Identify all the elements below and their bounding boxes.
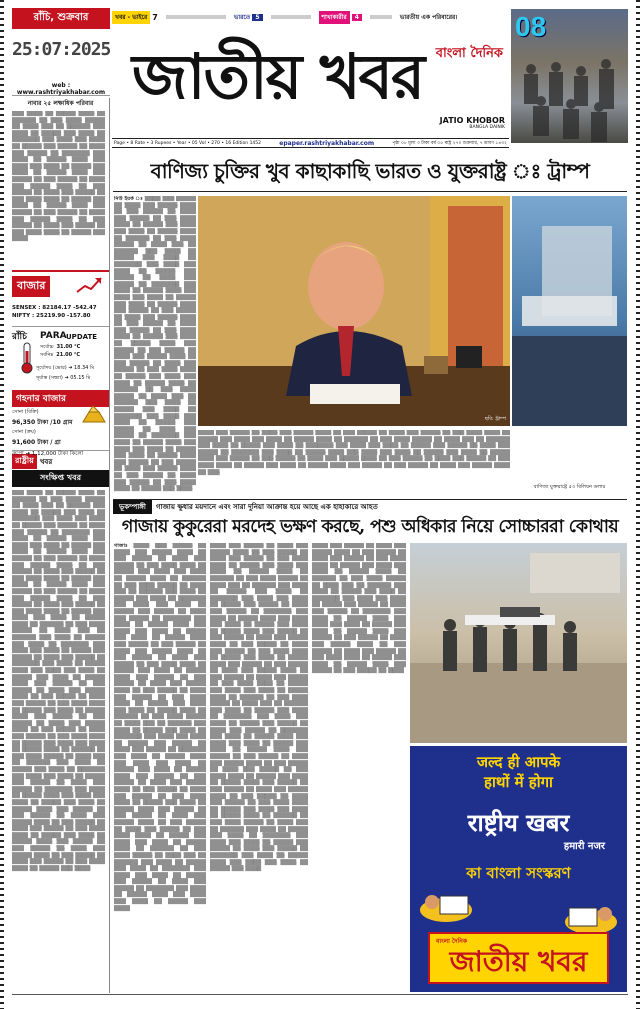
bottom-rule [12, 994, 628, 995]
weather-min-row: সর্বনিম্ন 21.00 °C [40, 352, 80, 358]
section-tag: ভূকম্পাঙ্গী [113, 500, 152, 514]
second-text-col3: ▒▒▒▒ ▒▒▒ ▒▒▒▒▒ ▒▒ ▒▒▒▒ ▒▒▒ ▒▒▒▒▒ ▒▒▒▒ ▒▒ ▒▒▒ ▒▒▒▒▒ ▒▒ ▒▒▒▒ ▒▒▒ ▒▒▒▒▒ ▒▒ ▒▒▒ ▒▒▒▒ ▒▒▒▒ ▒▒ ▒▒▒▒▒ ▒▒▒ ▒▒▒▒ ▒▒▒ ▒▒▒▒ ▒▒ ▒▒▒▒▒ ▒▒▒▒ ▒▒ ▒▒▒▒▒▒ ▒▒ ▒▒▒ ▒▒▒▒ ▒▒▒▒▒ ▒▒ ▒▒▒▒ ▒▒▒ ▒▒ ▒▒▒▒▒▒ ▒▒▒ ▒▒▒▒ ▒▒ ▒▒▒▒▒ ▒▒▒ ▒▒▒▒ ▒▒ ▒▒▒▒▒▒▒ ▒▒▒ ▒▒▒▒ ▒▒▒ ▒▒▒▒ ▒▒ ▒▒▒▒▒ ▒▒▒ ▒▒▒▒▒ ▒▒ ▒▒▒▒ ▒▒▒ ▒▒▒▒▒ ▒▒ ▒▒▒▒▒▒▒ ▒▒▒ ▒▒▒▒ ▒▒ ▒▒▒▒▒ ▒▒▒▒ ▒▒▒ ▒▒▒▒ ▒▒▒ ▒▒▒▒ ▒▒ ▒▒▒▒▒ ▒▒▒ ▒▒▒▒ ▒▒ ▒▒▒▒▒ ▒▒▒▒ ▒▒▒ ▒▒▒▒▒ ▒▒ ▒▒▒ ▒▒▒▒▒ ▒▒ ▒▒▒▒ ▒▒▒ ▒▒▒▒▒ ▒▒▒▒ ▒▒ ▒▒▒ ▒▒▒▒▒ ▒▒ ▒▒▒▒ ▒▒▒ ▒▒▒▒▒ ▒▒ ▒▒▒ ▒▒▒▒ ▒▒▒▒ ▒▒ ▒▒▒▒▒ ▒▒▒ ▒▒▒▒ ▒▒ ▒▒▒▒▒ ▒▒▒▒ ▒▒▒ ▒▒▒▒▒ ▒▒ ▒▒▒ ▒▒▒▒▒ ▒▒ ▒▒▒▒ [312, 543, 406, 675]
lead-side-caption: বাণিজ্য যুক্তরাষ্ট্রে ৫৩ বিলিয়ন ডলার [533, 484, 606, 490]
ad-bangla-small: বাংলা দৈনিক [436, 938, 468, 945]
gaza-photo [410, 543, 627, 743]
thermometer-icon [16, 341, 38, 375]
lead-text-col1: নিউ ইয়র্ক ঃ ▒▒▒▒ ▒▒▒ ▒▒▒▒▒ ▒▒ ▒▒▒▒ ▒▒▒ ▒▒▒▒▒ ▒▒▒▒ ▒▒ ▒▒▒ ▒▒▒▒▒ ▒▒ ▒▒▒▒ ▒▒▒ ▒▒▒▒▒ ▒▒ ▒▒▒ ▒▒▒▒ ▒▒▒▒ ▒▒ ▒▒▒▒▒ ▒▒▒ ▒▒▒▒ ▒▒▒ ▒▒▒▒ ▒▒ ▒▒▒▒▒ ▒▒▒▒ ▒▒ ▒▒▒▒▒▒ ▒▒ ▒▒▒ ▒▒▒▒ ▒▒▒▒▒ ▒▒ ▒▒▒▒ ▒▒▒ ▒▒ ▒▒▒▒▒▒ ▒▒▒ ▒▒▒▒ ▒▒ ▒▒▒▒▒ ▒▒▒ ▒▒▒▒ ▒▒ ▒▒▒▒▒▒▒ ▒▒▒ ▒▒▒▒ ▒▒▒ ▒▒▒▒ ▒▒ ▒▒▒▒▒ ▒▒▒ ▒▒▒▒▒ ▒▒ ▒▒▒▒ ▒▒▒ ▒▒▒▒▒ ▒▒ ▒▒▒▒▒▒▒ ▒▒▒ ▒▒▒▒ ▒▒ ▒▒▒▒▒ ▒▒▒▒ ▒▒▒ ▒▒▒▒ ▒▒▒ ▒▒▒▒ ▒▒ ▒▒▒▒▒ ▒▒▒ ▒▒▒▒ ▒▒ ▒▒▒▒▒ ▒▒▒▒ ▒▒▒ ▒▒▒▒▒ ▒▒ ▒▒▒ ▒▒▒▒▒ ▒▒ ▒▒▒▒ ▒▒▒ ▒▒▒▒▒ ▒▒▒▒ ▒▒ ▒▒▒ ▒▒▒▒▒ ▒▒ ▒▒▒▒ ▒▒▒ ▒▒▒▒▒ ▒▒ ▒▒▒ ▒▒▒▒ ▒▒▒▒ ▒▒ ▒▒▒▒▒ ▒▒▒ ▒▒▒▒ ▒▒ ▒▒▒▒▒ ▒▒▒▒ ▒▒▒ ▒▒▒▒▒ ▒▒ ▒▒▒ ▒▒▒▒▒ ▒▒ ▒▒▒▒ ▒▒▒ ▒▒▒▒▒ ▒▒▒▒ ▒▒ ▒▒▒ ▒▒▒▒▒ ▒▒ ▒▒▒▒ ▒▒▒ ▒▒▒▒▒ ▒▒ ▒▒▒ ▒▒▒▒ ▒▒▒▒ ▒▒ ▒▒▒▒▒ ▒▒▒ ▒▒▒▒ ▒▒▒ ▒▒▒▒ ▒▒ ▒▒▒▒▒ ▒▒▒▒ ▒▒ ▒▒▒▒▒▒ ▒▒ ▒▒▒ ▒▒▒▒ ▒▒▒▒▒ ▒▒ ▒▒▒▒ ▒▒▒ ▒▒ ▒▒▒▒▒▒ ▒▒▒ ▒▒▒▒ ▒▒ ▒▒▒▒▒ ▒▒▒ ▒▒▒▒ ▒▒ ▒▒▒▒▒▒▒ ▒▒▒ ▒▒▒▒ ▒▒▒ ▒▒▒▒ ▒▒ ▒▒▒▒▒ ▒▒▒ ▒▒▒▒▒ ▒▒ ▒▒▒▒ ▒▒▒ ▒▒▒▒▒ ▒▒ ▒▒▒▒▒▒▒ ▒▒▒ ▒▒▒▒ ▒▒ ▒▒▒▒▒ ▒▒▒▒ ▒▒▒ ▒▒▒▒ ▒▒▒ ▒▒▒▒ ▒▒ ▒▒▒▒▒ ▒▒▒ ▒▒▒▒ ▒▒ ▒▒▒▒▒ ▒▒▒▒ ▒▒▒ ▒▒▒▒▒ ▒▒ ▒▒▒ ▒▒▒▒▒ ▒▒ ▒▒▒▒ ▒▒▒ ▒▒▒▒▒ ▒▒▒▒ ▒▒ ▒▒▒ ▒▒▒▒▒ ▒▒ ▒▒▒▒ ▒▒▒ ▒▒▒▒▒ ▒▒ ▒▒▒ ▒▒▒▒ ▒▒▒▒ ▒▒ ▒▒▒▒▒ ▒▒▒ ▒▒▒▒ [114, 196, 196, 493]
second-kicker-row [113, 499, 627, 513]
sidebar [12, 98, 110, 993]
sunset: সূর্যাস্ত (সন্ধ্যা) ➜ 05.15 মি [36, 375, 91, 381]
lead-dateline: নিউ ইয়র্ক ঃ [114, 196, 143, 202]
national-brief [12, 454, 109, 970]
sunrise: সূর্যোদয় (ভোর) ➜ 18.34 মি [36, 365, 95, 371]
reading-man-left-icon [416, 886, 476, 926]
info-strip [112, 138, 509, 148]
national-brief-title: সংক্ষিপ্ত খবর [12, 470, 109, 487]
gold-box [12, 390, 109, 457]
registration-strip-right [636, 0, 640, 1009]
lead-text-row-bottom: ▒▒▒▒ ▒▒▒ ▒▒▒▒▒ ▒▒ ▒▒▒▒ ▒▒▒ ▒▒▒▒▒ ▒▒▒▒ ▒▒ ▒▒▒ ▒▒▒▒▒ ▒▒ ▒▒▒▒ ▒▒▒ ▒▒▒▒▒ ▒▒ ▒▒▒ ▒▒▒▒ ▒▒▒▒ ▒▒ ▒▒▒▒▒ ▒▒▒ ▒▒▒▒ ▒▒▒ ▒▒▒▒ ▒▒ ▒▒▒▒▒ ▒▒▒▒ ▒▒ ▒▒▒▒▒▒ ▒▒ ▒▒▒ ▒▒▒▒ ▒▒▒▒▒ ▒▒ ▒▒▒▒ ▒▒▒ ▒▒ ▒▒▒▒▒▒ ▒▒▒ ▒▒▒▒ ▒▒ ▒▒▒▒▒ ▒▒▒ ▒▒▒▒ ▒▒ ▒▒▒▒▒▒▒ ▒▒▒ ▒▒▒▒ ▒▒▒ ▒▒▒▒ ▒▒ ▒▒▒▒▒ ▒▒▒ ▒▒▒▒▒ ▒▒ ▒▒▒▒ ▒▒▒ ▒▒▒▒▒ ▒▒ ▒▒▒▒▒▒▒ ▒▒▒ ▒▒▒▒ ▒▒ ▒▒▒▒▒ ▒▒▒▒ ▒▒▒ ▒▒▒▒ ▒▒▒ ▒▒▒▒ ▒▒ ▒▒▒▒▒ ▒▒▒ ▒▒▒▒ ▒▒ ▒▒▒▒▒ ▒▒▒▒ ▒▒▒ ▒▒▒▒▒ ▒▒ ▒▒▒ ▒▒▒▒▒ ▒▒ ▒▒▒▒ ▒▒▒ ▒▒▒▒▒ ▒▒▒▒ ▒▒ ▒▒▒ ▒▒▒▒▒ ▒▒ ▒▒▒▒ ▒▒▒ ▒▒▒▒▒ ▒▒ ▒▒▒ ▒▒▒▒ ▒▒▒▒ ▒▒ ▒▒▒▒▒ ▒▒▒ ▒▒▒▒ ▒▒ ▒▒▒▒▒ ▒▒▒▒ ▒▒▒ ▒▒▒▒▒ ▒▒ ▒▒▒ ▒▒▒▒▒ ▒▒ ▒▒▒▒ ▒▒▒ ▒▒▒▒▒ ▒▒▒▒ ▒▒ ▒▒▒ [198, 430, 510, 476]
weather-title: PARA [40, 331, 67, 341]
lead-headline[interactable]: বাণিজ্য চুক্তির খুব কাছাকাছি ভারত ও যুক্তরাষ্ট্র ঃ ট্রাম্প [113, 152, 627, 192]
ad-hindi-sub: हमारी नजर [563, 841, 605, 852]
market-title: বাজার [12, 276, 50, 297]
gold-title: গহনার বাজার [12, 390, 109, 407]
second-kicker: গাজায় ক্ষুধার ময়দানে এবং সারা দুনিয়া আক্রান্ত হয়ে আছে এক হাহাকারে আহত [155, 502, 378, 511]
registration-strip-left [0, 0, 4, 1009]
chip-filler [370, 15, 392, 19]
chip-filler [166, 15, 226, 19]
second-text-col1: গাজাঃ ▒▒▒▒ ▒▒▒ ▒▒▒▒▒ ▒▒ ▒▒▒▒ ▒▒▒ ▒▒▒▒▒ ▒▒▒▒ ▒▒ ▒▒▒ ▒▒▒▒▒ ▒▒ ▒▒▒▒ ▒▒▒ ▒▒▒▒▒ ▒▒ ▒▒▒ ▒▒▒▒ ▒▒▒▒ ▒▒ ▒▒▒▒▒ ▒▒▒ ▒▒▒▒ ▒▒▒ ▒▒▒▒ ▒▒ ▒▒▒▒▒ ▒▒▒▒ ▒▒ ▒▒▒▒▒▒ ▒▒ ▒▒▒ ▒▒▒▒ ▒▒▒▒▒ ▒▒ ▒▒▒▒ ▒▒▒ ▒▒ ▒▒▒▒▒▒ ▒▒▒ ▒▒▒▒ ▒▒ ▒▒▒▒▒ ▒▒▒ ▒▒▒▒ ▒▒ ▒▒▒▒▒▒▒ ▒▒▒ ▒▒▒▒ ▒▒▒ ▒▒▒▒ ▒▒ ▒▒▒▒▒ ▒▒▒ ▒▒▒▒▒ ▒▒ ▒▒▒▒ ▒▒▒ ▒▒▒▒▒ ▒▒ ▒▒▒▒▒▒▒ ▒▒▒ ▒▒▒▒ ▒▒ ▒▒▒▒▒ ▒▒▒▒ ▒▒▒ ▒▒▒▒ ▒▒▒ ▒▒▒▒ ▒▒ ▒▒▒▒▒ ▒▒▒ ▒▒▒▒ ▒▒ ▒▒▒▒▒ ▒▒▒▒ ▒▒▒ ▒▒▒▒▒ ▒▒ ▒▒▒ ▒▒▒▒▒ ▒▒ ▒▒▒▒ ▒▒▒ ▒▒▒▒▒ ▒▒▒▒ ▒▒ ▒▒▒ ▒▒▒▒▒ ▒▒ ▒▒▒▒ ▒▒▒ ▒▒▒▒▒ ▒▒ ▒▒▒ ▒▒▒▒ ▒▒▒▒ ▒▒ ▒▒▒▒▒ ▒▒▒ ▒▒▒▒ ▒▒ ▒▒▒▒▒ ▒▒▒▒ ▒▒▒ ▒▒▒▒▒ ▒▒ ▒▒▒ ▒▒▒▒▒ ▒▒ ▒▒▒▒ ▒▒▒ ▒▒▒▒▒ ▒▒▒▒ ▒▒ ▒▒▒ ▒▒▒▒▒ ▒▒ ▒▒▒▒ ▒▒▒ ▒▒▒▒▒ ▒▒ ▒▒▒ ▒▒▒▒ ▒▒▒▒ ▒▒ ▒▒▒▒▒ ▒▒▒ ▒▒▒▒ ▒▒▒ ▒▒▒▒ ▒▒ ▒▒▒▒▒ ▒▒▒▒ ▒▒ ▒▒▒▒▒▒ ▒▒ ▒▒▒ ▒▒▒▒ ▒▒▒▒▒ ▒▒ ▒▒▒▒ ▒▒▒ ▒▒ ▒▒▒▒▒▒ ▒▒▒ ▒▒▒▒ ▒▒ ▒▒▒▒▒ ▒▒▒ ▒▒▒▒ ▒▒ ▒▒▒▒▒▒▒ ▒▒▒ ▒▒▒▒ ▒▒▒ ▒▒▒▒ ▒▒ ▒▒▒▒▒ ▒▒▒ ▒▒▒▒▒ ▒▒ ▒▒▒▒ ▒▒▒ ▒▒▒▒▒ ▒▒ ▒▒▒▒▒▒▒ ▒▒▒ ▒▒▒▒ ▒▒ ▒▒▒▒▒ ▒▒▒▒ ▒▒▒ ▒▒▒▒ ▒▒▒ ▒▒▒▒ ▒▒ ▒▒▒▒▒ ▒▒▒ ▒▒▒▒ ▒▒ ▒▒▒▒▒ ▒▒▒▒ ▒▒▒ ▒▒▒▒▒ ▒▒ ▒▒▒ ▒▒▒▒▒ ▒▒ ▒▒▒▒ ▒▒▒ ▒▒▒▒▒ ▒▒▒▒ ▒▒ ▒▒▒ ▒▒▒▒▒ ▒▒ ▒▒▒▒ ▒▒▒ ▒▒▒▒▒ ▒▒ ▒▒▒ ▒▒▒▒ ▒▒▒▒ ▒▒ ▒▒▒▒▒ ▒▒▒ ▒▒▒▒ ▒▒ ▒▒▒▒▒ ▒▒▒▒ ▒▒▒ ▒▒▒▒▒ ▒▒ ▒▒▒ ▒▒▒▒▒ ▒▒ ▒▒▒▒ ▒▒▒ ▒▒▒▒▒ ▒▒▒▒ ▒▒ ▒▒▒ ▒▒▒▒▒ ▒▒ ▒▒▒▒ ▒▒▒ ▒▒▒▒▒ ▒▒ ▒▒▒ ▒▒▒▒ ▒▒▒▒ ▒▒ ▒▒▒▒▒ ▒▒▒ ▒▒▒▒ ▒▒▒ ▒▒▒▒ ▒▒ ▒▒▒▒▒ ▒▒▒▒ ▒▒ ▒▒▒▒▒▒ ▒▒ ▒▒▒ ▒▒▒▒ ▒▒▒▒▒ ▒▒ ▒▒▒▒ ▒▒▒ ▒▒ ▒▒▒▒▒▒ ▒▒▒ ▒▒▒▒ ▒▒ ▒▒▒▒▒ ▒▒▒ ▒▒▒▒ ▒▒ ▒▒▒▒▒▒▒ ▒▒▒ ▒▒▒▒ ▒▒▒ ▒▒▒▒ ▒▒ ▒▒▒▒▒ ▒▒▒ ▒▒▒▒▒ ▒▒ ▒▒▒▒ ▒▒▒ ▒▒▒▒▒ ▒▒ ▒▒▒▒▒▒▒ ▒▒▒ ▒▒▒▒ ▒▒ ▒▒▒▒▒ ▒▒▒▒ ▒▒▒ ▒▒▒▒ ▒▒▒ ▒▒▒▒ ▒▒ ▒▒▒▒▒ ▒▒▒ ▒▒▒▒ [114, 543, 206, 912]
gaza-crowd-illustration [410, 543, 627, 743]
gold-icon [81, 404, 107, 426]
ad-bangla-box [428, 932, 609, 984]
ad-hindi-brand: राष्ट्रीय खबर [467, 808, 570, 837]
gold-buy-value: 91,600 টাকা / গ্রা [12, 439, 61, 446]
weather-box [12, 326, 109, 388]
top-note: ভারতীয় এক পরিবারের। [399, 13, 458, 21]
national-brief-text: ▒▒▒ ▒▒▒▒ ▒▒ ▒▒▒▒▒ ▒▒▒▒ ▒▒ ▒▒▒▒▒▒ ▒▒ ▒▒▒ ▒▒▒▒ ▒▒▒▒▒ ▒▒ ▒▒▒▒ ▒▒▒ ▒▒ ▒▒▒▒▒▒ ▒▒▒ ▒▒▒▒ ▒▒ ▒▒▒▒▒ ▒▒▒ ▒▒▒▒ ▒▒ ▒▒▒▒▒▒▒ ▒▒▒ ▒▒▒▒ ▒▒▒ ▒▒▒▒ ▒▒ ▒▒▒▒▒ ▒▒▒ ▒▒▒▒▒ ▒▒ ▒▒▒▒ ▒▒▒ ▒▒▒▒▒ ▒▒ ▒▒▒▒▒▒▒ ▒▒▒ ▒▒▒▒ ▒▒ ▒▒▒▒▒ ▒▒▒▒ ▒▒▒ ▒▒▒▒ ▒▒▒ ▒▒▒▒ ▒▒ ▒▒▒▒▒ ▒▒▒ ▒▒▒▒ ▒▒ ▒▒▒▒▒ ▒▒▒▒ ▒▒▒ ▒▒▒▒▒ ▒▒ ▒▒▒ ▒▒▒▒▒ ▒▒ ▒▒▒▒ ▒▒▒ ▒▒▒▒▒ ▒▒▒▒ ▒▒ ▒▒▒ ▒▒▒▒▒ ▒▒ ▒▒▒▒ ▒▒▒ ▒▒▒▒▒ ▒▒ ▒▒▒ ▒▒▒▒ ▒▒▒▒ ▒▒ ▒▒▒▒▒ ▒▒▒ ▒▒▒▒ ▒▒ ▒▒▒▒▒ ▒▒▒▒ ▒▒▒ ▒▒▒▒▒ ▒▒ ▒▒▒ ▒▒▒▒▒ ▒▒ ▒▒▒▒ ▒▒▒ ▒▒▒▒▒ ▒▒▒▒ ▒▒ ▒▒▒ ▒▒▒▒▒ ▒▒ ▒▒▒▒ ▒▒▒ ▒▒▒▒▒ ▒▒ ▒▒▒ ▒▒▒▒ ▒▒▒▒ ▒▒ ▒▒▒▒▒ ▒▒▒ ▒▒▒▒ ▒▒▒ ▒▒▒▒ ▒▒ ▒▒▒▒▒ ▒▒▒▒ ▒▒ ▒▒▒▒▒▒ ▒▒ ▒▒▒ ▒▒▒▒ ▒▒▒▒▒ ▒▒ ▒▒▒▒ ▒▒▒ ▒▒ ▒▒▒▒▒▒ ▒▒▒ ▒▒▒▒ ▒▒ ▒▒▒▒▒ ▒▒▒ ▒▒▒▒ ▒▒ ▒▒▒▒▒▒▒ ▒▒▒ ▒▒▒▒ ▒▒▒ ▒▒▒▒ ▒▒ ▒▒▒▒▒ ▒▒▒ ▒▒▒▒▒ ▒▒ ▒▒▒▒ ▒▒▒ ▒▒▒▒▒ ▒▒ ▒▒▒▒▒▒▒ ▒▒▒ ▒▒▒▒ ▒▒ ▒▒▒▒▒ ▒▒▒▒ ▒▒▒ ▒▒▒▒ ▒▒▒ ▒▒▒▒ ▒▒ ▒▒▒▒▒ ▒▒▒ ▒▒▒▒ ▒▒ ▒▒▒▒▒ ▒▒▒▒ ▒▒▒ ▒▒▒▒▒ ▒▒ ▒▒▒ ▒▒▒▒▒ ▒▒ ▒▒▒▒ ▒▒▒ ▒▒▒▒▒ ▒▒▒▒ ▒▒ ▒▒▒ ▒▒▒▒▒ ▒▒ ▒▒▒▒ ▒▒▒ ▒▒▒▒▒ ▒▒ ▒▒▒ ▒▒▒▒ ▒▒▒▒ ▒▒ ▒▒▒▒▒ ▒▒▒ ▒▒▒▒ ▒▒ ▒▒▒▒▒ ▒▒▒▒ ▒▒▒ ▒▒▒▒▒ ▒▒ ▒▒▒ ▒▒▒▒▒ ▒▒ ▒▒▒▒ ▒▒▒ ▒▒▒▒▒ ▒▒▒▒ ▒▒ ▒▒▒ ▒▒▒▒▒ ▒▒ ▒▒▒▒ ▒▒▒ ▒▒▒▒▒ ▒▒ ▒▒▒ ▒▒▒▒ ▒▒▒▒ ▒▒ ▒▒▒▒▒ ▒▒▒ ▒▒▒▒ ▒▒▒ ▒▒▒▒ ▒▒ ▒▒▒▒▒ ▒▒▒▒ ▒▒ ▒▒▒▒▒▒ ▒▒ ▒▒▒ ▒▒▒▒ ▒▒▒▒▒ ▒▒ ▒▒▒▒ ▒▒▒ ▒▒ ▒▒▒▒▒▒ ▒▒▒ ▒▒▒▒ ▒▒ ▒▒▒▒▒ ▒▒▒ ▒▒▒▒ ▒▒ ▒▒▒▒▒▒▒ ▒▒▒ ▒▒▒▒ ▒▒▒ ▒▒▒▒ ▒▒ ▒▒▒▒▒ ▒▒▒ ▒▒▒▒▒ ▒▒ ▒▒▒▒ ▒▒▒ ▒▒▒▒▒ ▒▒ ▒▒▒▒▒▒▒ ▒▒▒ ▒▒▒▒ ▒▒ ▒▒▒▒▒ ▒▒▒▒ ▒▒▒ ▒▒▒▒ ▒▒▒ ▒▒▒▒ ▒▒ ▒▒▒▒▒ ▒▒▒ ▒▒▒▒ ▒▒ ▒▒▒▒▒ ▒▒▒▒ ▒▒▒ ▒▒▒▒▒ ▒▒ ▒▒▒ ▒▒▒▒▒ ▒▒ ▒▒▒▒ ▒▒▒ ▒▒▒▒▒ ▒▒▒▒ ▒▒ ▒▒▒ ▒▒▒▒▒ ▒▒ ▒▒▒▒ ▒▒▒ ▒▒▒▒▒ ▒▒ ▒▒▒ ▒▒▒▒ ▒▒▒▒ ▒▒ ▒▒▒▒▒ ▒▒▒ ▒▒▒▒ ▒▒ ▒▒▒▒▒ ▒▒▒▒ ▒▒▒ ▒▒▒▒▒ ▒▒ ▒▒▒ ▒▒▒▒▒ ▒▒ ▒▒▒▒ ▒▒▒ ▒▒▒▒▒ ▒▒▒▒ ▒▒ ▒▒▒ ▒▒▒▒▒ ▒▒ ▒▒▒▒ ▒▒▒ ▒▒▒▒▒ ▒▒ ▒▒▒ ▒▒▒▒ ▒▒▒▒ ▒▒ ▒▒▒▒▒ ▒▒▒ ▒▒▒▒ [12, 490, 105, 872]
lead-side-photo [512, 196, 627, 426]
promo-ad[interactable] [410, 746, 627, 992]
photo-badge: 08 [515, 11, 547, 42]
web-address: web : www.rashtriyakhabar.com [16, 82, 106, 96]
top-chip-strip [112, 9, 507, 25]
weather-update: UPDATE [66, 333, 98, 341]
aircraft-photo-illustration [512, 196, 627, 426]
gold-buy-label: সোনা (ক্রয়) [12, 429, 36, 435]
ad-hindi-top1: जल्द ही आपके [476, 753, 561, 771]
second-text-col2: ▒▒▒▒ ▒▒▒ ▒▒▒▒▒ ▒▒ ▒▒▒▒ ▒▒▒ ▒▒▒▒▒ ▒▒▒▒ ▒▒ ▒▒▒ ▒▒▒▒▒ ▒▒ ▒▒▒▒ ▒▒▒ ▒▒▒▒▒ ▒▒ ▒▒▒ ▒▒▒▒ ▒▒▒▒ ▒▒ ▒▒▒▒▒ ▒▒▒ ▒▒▒▒ ▒▒▒ ▒▒▒▒ ▒▒ ▒▒▒▒▒ ▒▒▒▒ ▒▒ ▒▒▒▒▒▒ ▒▒ ▒▒▒ ▒▒▒▒ ▒▒▒▒▒ ▒▒ ▒▒▒▒ ▒▒▒ ▒▒ ▒▒▒▒▒▒ ▒▒▒ ▒▒▒▒ ▒▒ ▒▒▒▒▒ ▒▒▒ ▒▒▒▒ ▒▒ ▒▒▒▒▒▒▒ ▒▒▒ ▒▒▒▒ ▒▒▒ ▒▒▒▒ ▒▒ ▒▒▒▒▒ ▒▒▒ ▒▒▒▒▒ ▒▒ ▒▒▒▒ ▒▒▒ ▒▒▒▒▒ ▒▒ ▒▒▒▒▒▒▒ ▒▒▒ ▒▒▒▒ ▒▒ ▒▒▒▒▒ ▒▒▒▒ ▒▒▒ ▒▒▒▒ ▒▒▒ ▒▒▒▒ ▒▒ ▒▒▒▒▒ ▒▒▒ ▒▒▒▒ ▒▒ ▒▒▒▒▒ ▒▒▒▒ ▒▒▒ ▒▒▒▒▒ ▒▒ ▒▒▒ ▒▒▒▒▒ ▒▒ ▒▒▒▒ ▒▒▒ ▒▒▒▒▒ ▒▒▒▒ ▒▒ ▒▒▒ ▒▒▒▒▒ ▒▒ ▒▒▒▒ ▒▒▒ ▒▒▒▒▒ ▒▒ ▒▒▒ ▒▒▒▒ ▒▒▒▒ ▒▒ ▒▒▒▒▒ ▒▒▒ ▒▒▒▒ ▒▒ ▒▒▒▒▒ ▒▒▒▒ ▒▒▒ ▒▒▒▒▒ ▒▒ ▒▒▒ ▒▒▒▒▒ ▒▒ ▒▒▒▒ ▒▒▒ ▒▒▒▒▒ ▒▒▒▒ ▒▒ ▒▒▒ ▒▒▒▒▒ ▒▒ ▒▒▒▒ ▒▒▒ ▒▒▒▒▒ ▒▒ ▒▒▒ ▒▒▒▒ ▒▒▒▒ ▒▒ ▒▒▒▒▒ ▒▒▒ ▒▒▒▒ ▒▒▒ ▒▒▒▒ ▒▒ ▒▒▒▒▒ ▒▒▒▒ ▒▒ ▒▒▒▒▒▒ ▒▒ ▒▒▒ ▒▒▒▒ ▒▒▒▒▒ ▒▒ ▒▒▒▒ ▒▒▒ ▒▒ ▒▒▒▒▒▒ ▒▒▒ ▒▒▒▒ ▒▒ ▒▒▒▒▒ ▒▒▒ ▒▒▒▒ ▒▒ ▒▒▒▒▒▒▒ ▒▒▒ ▒▒▒▒ ▒▒▒ ▒▒▒▒ ▒▒ ▒▒▒▒▒ ▒▒▒ ▒▒▒▒▒ ▒▒ ▒▒▒▒ ▒▒▒ ▒▒▒▒▒ ▒▒ ▒▒▒▒▒▒▒ ▒▒▒ ▒▒▒▒ ▒▒ ▒▒▒▒▒ ▒▒▒▒ ▒▒▒ ▒▒▒▒ ▒▒▒ ▒▒▒▒ ▒▒ ▒▒▒▒▒ ▒▒▒ ▒▒▒▒ ▒▒ ▒▒▒▒▒ ▒▒▒▒ ▒▒▒ ▒▒▒▒▒ ▒▒ ▒▒▒ ▒▒▒▒▒ ▒▒ ▒▒▒▒ ▒▒▒ ▒▒▒▒▒ ▒▒▒▒ ▒▒ ▒▒▒ ▒▒▒▒▒ ▒▒ ▒▒▒▒ ▒▒▒ ▒▒▒▒▒ ▒▒ ▒▒▒ ▒▒▒▒ ▒▒▒▒ ▒▒ ▒▒▒▒▒ ▒▒▒ ▒▒▒▒ ▒▒ ▒▒▒▒▒ ▒▒▒▒ ▒▒▒ ▒▒▒▒▒ ▒▒ ▒▒▒ ▒▒▒▒▒ ▒▒ ▒▒▒▒ ▒▒▒ ▒▒▒▒▒ ▒▒▒▒ ▒▒ ▒▒▒ ▒▒▒▒▒ ▒▒ ▒▒▒▒ ▒▒▒ ▒▒▒▒▒ ▒▒ ▒▒▒ ▒▒▒▒ ▒▒▒▒ ▒▒ ▒▒▒▒▒ ▒▒▒ ▒▒▒▒ ▒▒▒ ▒▒▒▒ ▒▒ ▒▒▒▒▒ ▒▒▒▒ ▒▒ ▒▒▒▒▒▒ ▒▒ ▒▒▒ ▒▒▒▒ ▒▒▒▒▒ ▒▒ ▒▒▒▒ ▒▒▒ ▒▒ ▒▒▒▒▒▒ ▒▒▒ ▒▒▒▒ ▒▒ ▒▒▒▒▒ ▒▒▒ ▒▒▒▒ ▒▒ ▒▒▒▒▒▒▒ ▒▒▒ ▒▒▒▒ ▒▒▒ ▒▒▒▒ ▒▒ ▒▒▒▒▒ ▒▒▒ ▒▒▒▒▒ ▒▒ ▒▒▒▒ ▒▒▒ ▒▒▒▒▒ ▒▒ ▒▒▒▒▒▒▒ ▒▒▒ ▒▒▒▒ ▒▒ ▒▒▒▒▒ ▒▒▒▒ ▒▒▒ ▒▒▒▒ ▒▒▒ ▒▒▒▒ ▒▒ ▒▒▒▒▒ ▒▒▒ ▒▒▒▒ [210, 543, 308, 873]
brand-latin-sub: BANGLA DAINIK [469, 125, 505, 130]
brand-small: বাংলা দৈনিক [435, 46, 503, 61]
ad-hindi-top2: हाथों में होगा [484, 773, 553, 791]
brand-latin: JATIO KHOBOR [439, 116, 505, 125]
second-byline: গাজাঃ [114, 543, 128, 549]
silver-value: রুপো ➜ 1,12,000 টাকা কিলো [12, 450, 109, 459]
date-value: 25:07:2025 [12, 39, 111, 60]
sensex-value: SENSEX : 82184.17 -542.47 [12, 305, 97, 311]
sidebar-lead-text: ▒▒▒ ▒▒▒▒ ▒▒ ▒▒▒▒▒ ▒▒▒▒ ▒▒ ▒▒▒▒▒▒ ▒▒ ▒▒▒ ▒▒▒▒ ▒▒▒▒▒ ▒▒ ▒▒▒▒ ▒▒▒ ▒▒ ▒▒▒▒▒▒ ▒▒▒ ▒▒▒▒ ▒▒ ▒▒▒▒▒ ▒▒▒ ▒▒▒▒ ▒▒ ▒▒▒▒▒▒▒ ▒▒▒ ▒▒▒▒ ▒▒▒ ▒▒▒▒ ▒▒ ▒▒▒▒▒ ▒▒▒ ▒▒▒▒▒ ▒▒ ▒▒▒▒ ▒▒▒ ▒▒▒▒▒ ▒▒ ▒▒▒▒▒▒▒ ▒▒▒ ▒▒▒▒ ▒▒ ▒▒▒▒▒ ▒▒▒▒ ▒▒▒ ▒▒▒▒ ▒▒▒ ▒▒▒▒ ▒▒ ▒▒▒▒▒ ▒▒▒ ▒▒▒▒ ▒▒ ▒▒▒▒▒ ▒▒▒▒ ▒▒▒ ▒▒▒▒▒ ▒▒ ▒▒▒ ▒▒▒▒▒ ▒▒ ▒▒▒▒ ▒▒▒ ▒▒▒▒▒ ▒▒▒▒ ▒▒ ▒▒▒ ▒▒▒▒▒ ▒▒ ▒▒▒▒ ▒▒▒ ▒▒▒▒▒ ▒▒ ▒▒▒ ▒▒▒▒ ▒▒▒▒ ▒▒ ▒▒▒▒▒ ▒▒▒ ▒▒▒▒ ▒▒ ▒▒▒▒▒ ▒▒▒▒ ▒▒▒ ▒▒▒▒▒ ▒▒ ▒▒▒ ▒▒▒▒▒ ▒▒ ▒▒▒▒ ▒▒▒ ▒▒▒▒▒ ▒▒▒▒ ▒▒ ▒▒▒ ▒▒▒▒▒ ▒▒ ▒▒▒▒ ▒▒▒ ▒▒▒▒▒ ▒▒ ▒▒▒ ▒▒▒▒ ▒▒▒▒ ▒▒ ▒▒▒▒▒ ▒▒▒ ▒▒▒▒ [12, 111, 105, 243]
ad-bangla-sub: কা বাংলা সংস্করণ [466, 864, 571, 882]
top-chip-1[interactable]: খবর - ভাইরে 7 [112, 11, 158, 24]
day-label: রাঁচি, শুক্রবার [12, 8, 110, 29]
second-headline[interactable]: গাজায় কুকুরেরা মরদেহ ভক্ষণ করছে, পশু অধিকার নিয়ে সোচ্চাররা কোথায় [121, 517, 619, 537]
top-chip-3[interactable]: শাখাকারীর 4 [319, 11, 362, 24]
masthead-photo [511, 9, 628, 143]
brand-block [112, 26, 509, 128]
ad-bangla-brand: জাতীয় খবর [449, 945, 588, 978]
nifty-value: NIFTY : 25219.90 -157.80 [12, 313, 91, 319]
market-trend-icon [75, 274, 105, 296]
sidebar-lead-heading: নাবার ২৫ লক্ষাধিক পরিবার [27, 100, 94, 107]
info-strip-left: Page • 8 Rate • 3 Rupees • Year • 05 Vol • 270 • 16 Edition 1452 [114, 140, 262, 146]
brand-title: জাতীয় খবর [132, 40, 424, 113]
gold-sell-value: 96,350 টাকা /10 গ্রাম [12, 419, 73, 426]
crowd-photo-illustration [511, 9, 628, 143]
info-strip-right: পৃষ্ঠা ০৮ মূল্য ৩ টাকা বর্ষ ০৫ ৰাষ্ট্ৰ ২৭০ শুক্রবার, ৭ শ্রাবণ ১৪৩২ [392, 140, 507, 146]
epaper-link[interactable]: epaper.rashtriyakhabar.com [279, 139, 375, 147]
weather-max-row: সর্বোচ্চ 31.00 °C [40, 344, 81, 350]
market-box [12, 270, 109, 322]
chip-filler [271, 15, 311, 19]
national-brief-tag: রাষ্ট্রীয় খবর [12, 454, 109, 469]
trump-photo-illustration [198, 196, 510, 426]
gold-sell-label: সোনা (বিক্রি) [12, 409, 39, 415]
lead-photo [198, 196, 510, 426]
date-box [12, 8, 110, 96]
top-chip-2[interactable]: ভারতে 5 [234, 12, 263, 23]
weather-city: রাঁচি [12, 332, 27, 342]
lead-photo-caption: ছবি: ট্রাম্প [484, 416, 506, 422]
